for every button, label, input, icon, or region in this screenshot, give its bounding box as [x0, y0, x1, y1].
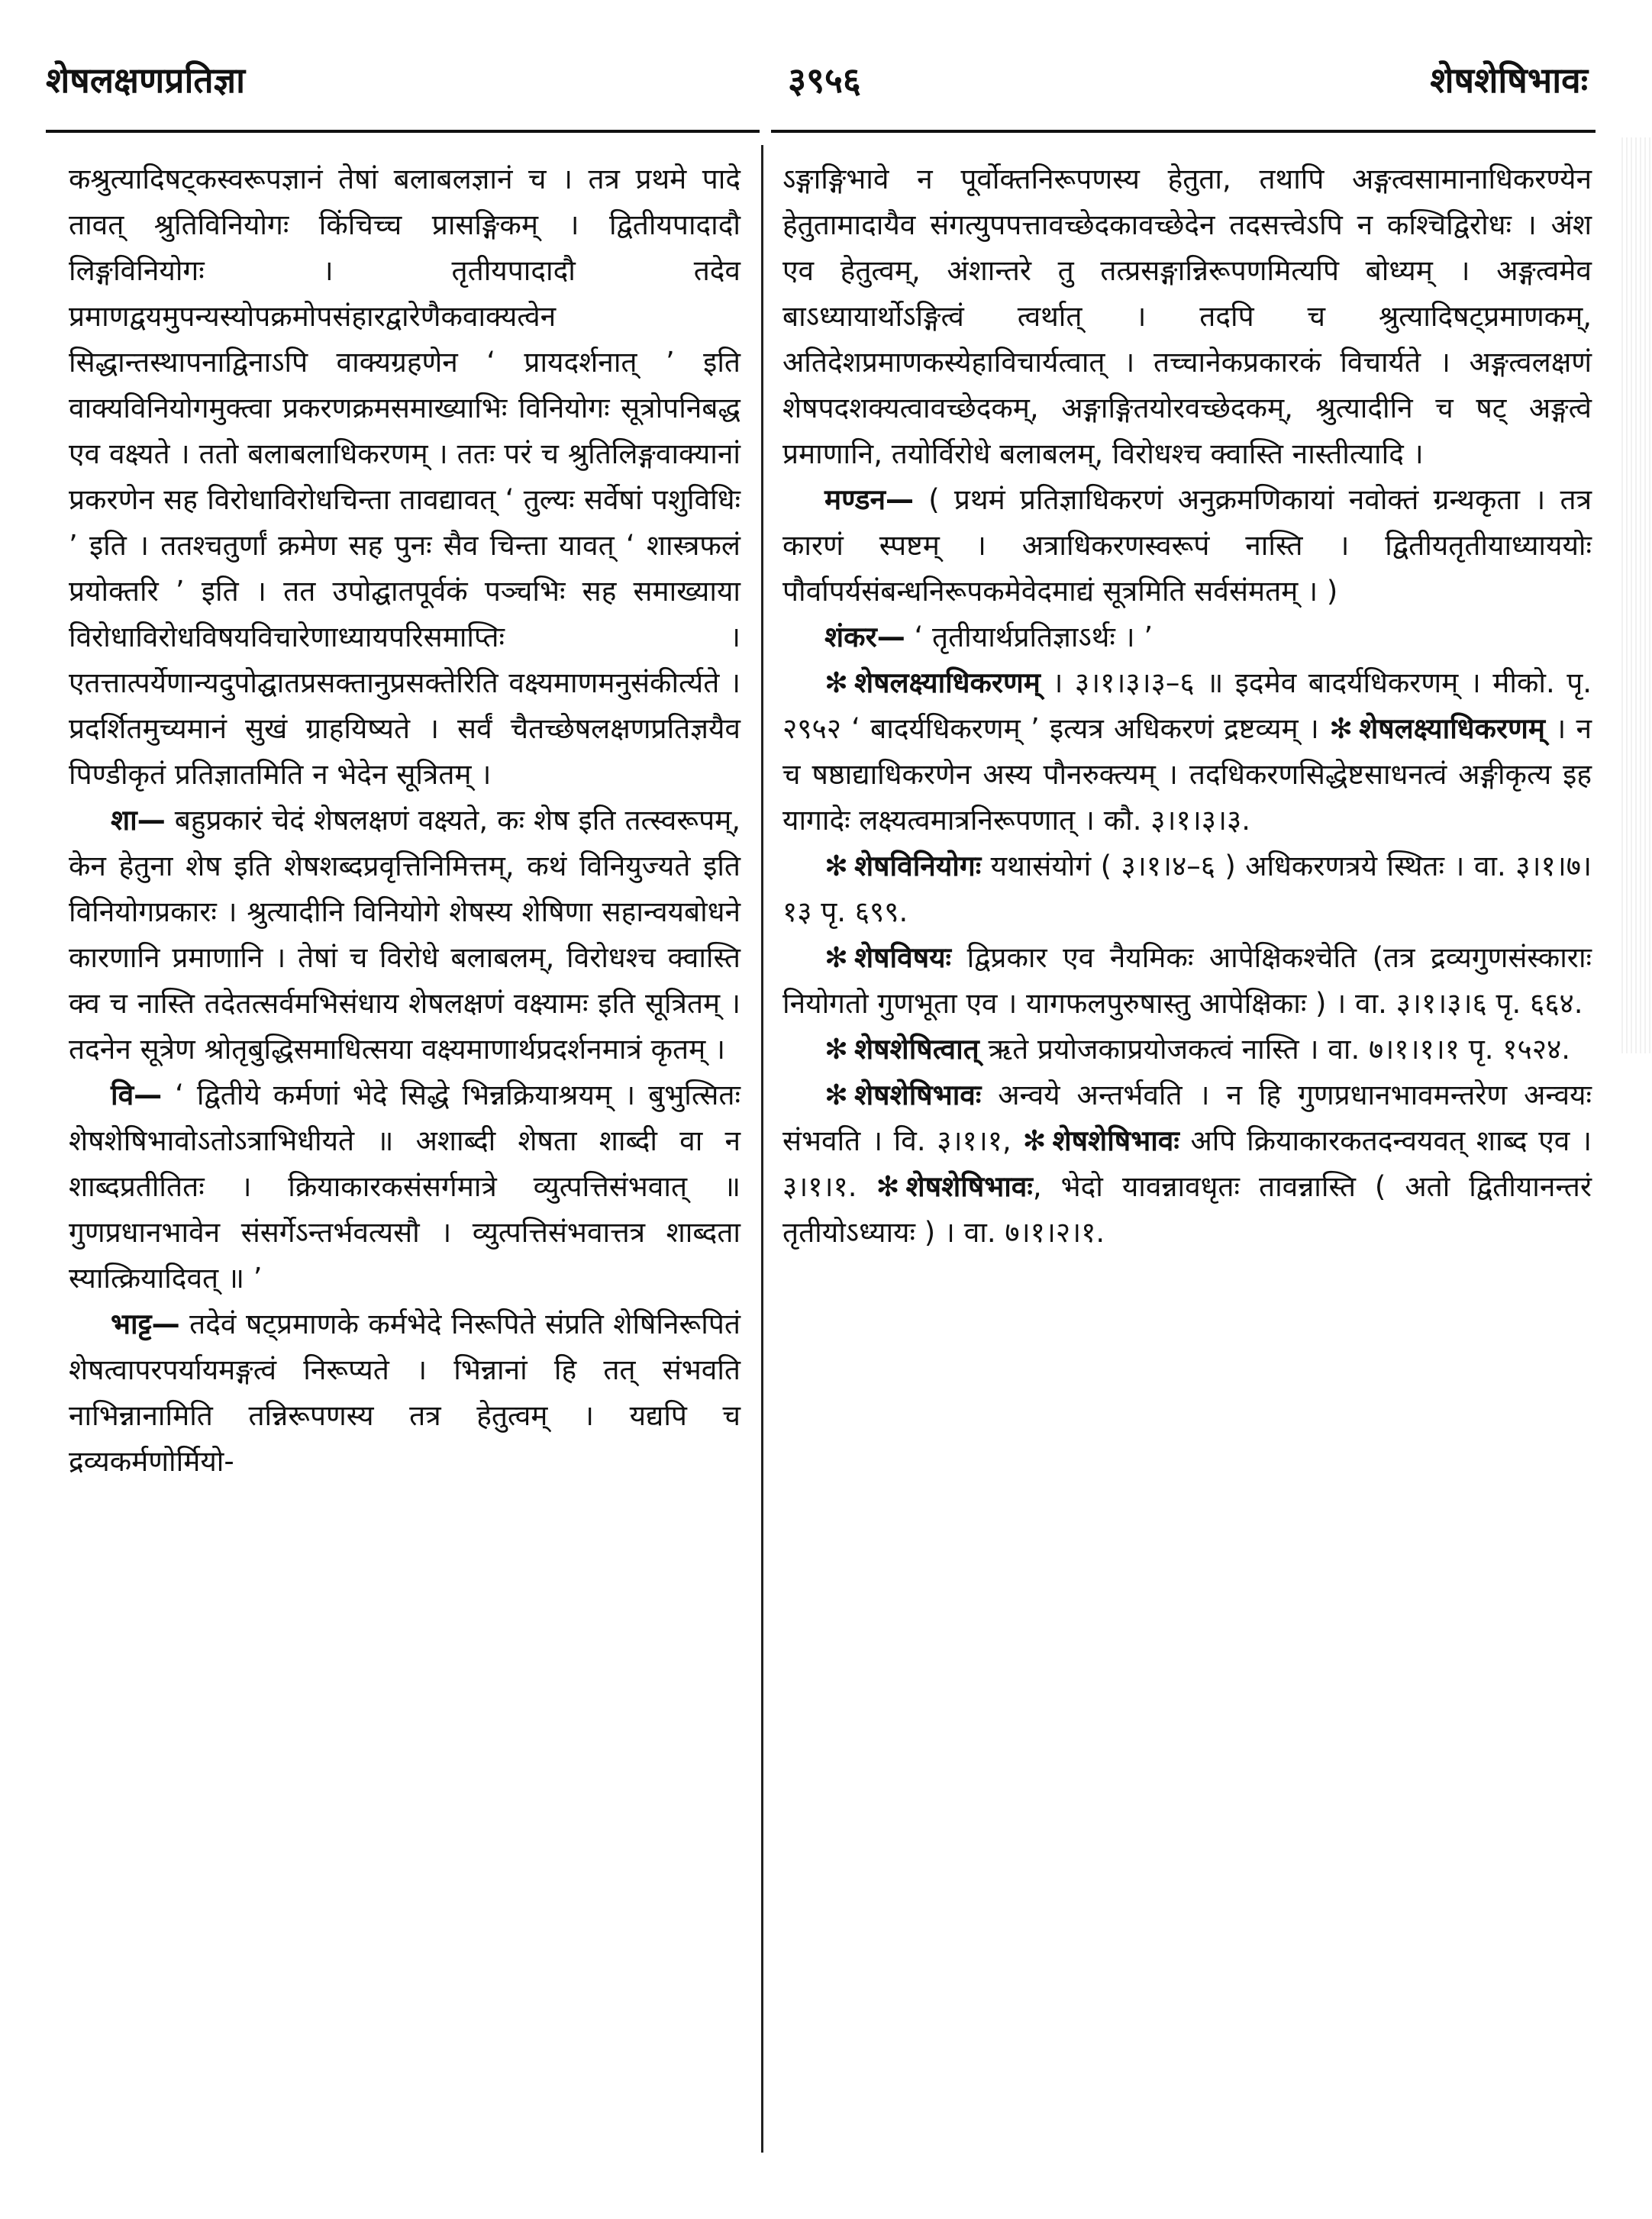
mandana-paragraph: [782, 477, 1592, 614]
note-text: , भेदो यावन्नावधृतः तावन्नास्ति ( अतो द्वितीयानन्तरं तृतीयोऽध्यायः ) । वा. ७।१।२।१.: [782, 1170, 1592, 1249]
sha-paragraph: [69, 798, 740, 1072]
star-marker-icon: ✻: [1022, 1124, 1047, 1157]
page-number: ३९५६: [788, 60, 861, 101]
note-text: । ३।१।३।३–६ ॥ इदमेव बादर्यधिकरणम् । मीको. पृ. २९५२ ‘ बादर्यधिकरणम् ’ इत्यत्र अधिकरणं द्रष्टव्यम् ।: [782, 666, 1592, 745]
header-rule-left: [46, 130, 760, 133]
bhatta-text: तदेवं षट्प्रमाणके कर्मभेदे निरूपिते संप्रति शेषिनिरूपितं शेषत्वापरपर्यायमङ्गत्वं निरूप्यते । भिन्नानां हि तत् संभवति नाभिन्नानामिति तन्निरूपणस्य तत्र हेतुत्वम् । यद्यपि च द्रव्यकर्मणोर्मियो-: [69, 1308, 740, 1478]
star-marker-icon: ✻: [824, 1033, 849, 1066]
speaker-label-shankara: शंकर—: [824, 621, 905, 653]
note-title: शेषविषयः: [854, 941, 952, 974]
column-divider: [761, 145, 763, 2153]
speaker-label-sha: शा—: [111, 804, 166, 837]
vi-paragraph: [69, 1072, 740, 1301]
note-text: ऋते प्रयोजकाप्रयोजकत्वं नास्ति । वा. ७।१।१।१ पृ. १५२४.: [979, 1033, 1571, 1066]
note-sheshavishaya: [782, 935, 1592, 1027]
note-title: शेषशेषिभावः: [905, 1170, 1033, 1203]
star-marker-icon: ✻: [876, 1170, 900, 1203]
note-text: अन्वये अन्तर्भवति । न हि गुणप्रधानभावमन्तरेण अन्वयः संभवति । वि. ३।१।१,: [782, 1079, 1592, 1157]
note-sheshalakshya: [782, 660, 1592, 843]
note-text: अपि क्रियाकारकतदन्वयवत् शाब्द एव । ३।१।१.: [782, 1124, 1592, 1203]
note-text: । न च षष्ठाद्याधिकरणेन अस्य पौनरुक्त्यम् । तदधिकरणसिद्धेष्टसाधनत्वं अङ्गीकृत्य इह यागादेः लक्ष्यत्वमात्रनिरूपणात् । कौ. ३।१।३।३.: [782, 712, 1592, 837]
star-marker-icon: ✻: [1329, 712, 1354, 745]
star-marker-icon: ✻: [824, 850, 849, 882]
note-title: शेषलक्ष्याधिकरणम्: [1359, 712, 1545, 745]
star-marker-icon: ✻: [824, 941, 849, 974]
speaker-label-mandana: मण्डन—: [824, 483, 915, 516]
note-title: शेषविनियोगः: [854, 850, 982, 882]
page-header: [46, 53, 1596, 122]
note-text: द्विप्रकार एव नैयमिकः आपेक्षिकश्चेति (तत्र द्रव्यगुणसंस्काराः नियोगतो गुणभूता एव । यागफलपुरुषास्तु आपेक्षिकाः ) । वा. ३।१।३।६ पृ. ६६४.: [782, 941, 1592, 1020]
running-title-right: शेषशेषिभावः: [1430, 60, 1588, 101]
speaker-label-vi: वि—: [111, 1079, 163, 1111]
sha-text: बहुप्रकारं चेदं शेषलक्षणं वक्ष्यते, कः शेष इति तत्स्वरूपम्, केन हेतुना शेष इति शेषशब्दप्रवृत्तिनिमित्तम्, कथं विनियुज्यते इति विनियोगप्रकारः । श्रुत्यादीनि विनियोगे शेषस्य शेषिणा सहान्वयबोधने कारणानि प्रमाणानि । तेषां च विरोधे बलाबलम्, विरोधश्च क्वास्ति क्व च नास्ति तदेतत्सर्वमभिसंधाय शेषलक्षणं वक्ष्यामः इति सूत्रितम् । तदनेन सूत्रेण श्रोतृबुद्धिसमाधित्सया वक्ष्यमाणार्थप्रदर्शनमात्रं कृतम् ।: [69, 804, 740, 1066]
note-title: शेषशेषिभावः: [1052, 1124, 1179, 1157]
star-marker-icon: ✻: [824, 666, 849, 699]
note-text: यथासंयोगं ( ३।१।४–६ ) अधिकरणत्रये स्थितः । वा. ३।१।७।१३ पृ. ६९९.: [782, 850, 1592, 928]
shankara-text: ‘ तृतीयार्थप्रतिज्ञाऽर्थः । ’: [905, 621, 1153, 653]
note-title: शेषशेषिभावः: [854, 1079, 982, 1111]
note-sheshaviniyoga: [782, 843, 1592, 935]
mandana-text: ( प्रथमं प्रतिज्ञाधिकरणं अनुक्रमणिकायां नवोक्तं ग्रन्थकृता । तत्र कारणं स्पष्टम् । अत्राधिकरणस्वरूपं नास्ति । द्वितीयतृतीयाध्याययोः पौर्वापर्यसंबन्धनिरूपकमेवेदमाद्यं सूत्रमिति सर्वसंमतम् । ): [782, 483, 1592, 608]
continuation-paragraph: ऽङ्गाङ्गिभावे न पूर्वोक्तनिरूपणस्य हेतुता, तथापि अङ्गत्वसामानाधिकरण्येन हेतुतामादायैव संगत्युपपत्तावच्छेदकावच्छेदेन तदसत्त्वेऽपि न कश्चिद्विरोधः । अंश एव हेतुत्वम्, अंशान्तरे तु तत्प्रसङ्गान्निरूपणमित्यपि बोध्यम् । अङ्गत्वमेव बाऽध्यायार्थोऽङ्गित्वं त्वर्थात् । तदपि च श्रुत्यादिषट्प्रमाणकम्, अतिदेशप्रमाणकस्येहाविचार्यत्वात् । तच्चानेकप्रकारकं विचार्यते । अङ्गत्वलक्षणं शेषपदशक्यत्वावच्छेदकम्, अङ्गाङ्गितयोरवच्छेदकम्, श्रुत्यादीनि च षट् अङ्गत्वे प्रमाणानि, तयोर्विरोधे बलाबलम्, विरोधश्च क्वास्ति नास्तीत्यादि ।: [782, 163, 1592, 470]
note-title: शेषलक्ष्याधिकरणम्: [854, 666, 1041, 699]
note-sheshashesibhava: [782, 1072, 1592, 1256]
intro-paragraph: कश्रुत्यादिषट्कस्वरूपज्ञानं तेषां बलाबलज्ञानं च । तत्र प्रथमे पादे तावत् श्रुतिविनियोगः किंचिच्च प्रासङ्गिकम् । द्वितीयपादादौ लिङ्गविनियोगः । तृतीयपादादौ तदेव प्रमाणद्वयमुपन्यस्योपक्रमोपसंहारद्वारेणैकवाक्यत्वेन सिद्धान्तस्थापनाद्विनाऽपि वाक्यग्रहणेन ‘ प्रायदर्शनात् ’ इति वाक्यविनियोगमुक्त्वा प्रकरणक्रमसमाख्याभिः विनियोगः सूत्रोपनिबद्ध एव वक्ष्यते । ततो बलाबलाधिकरणम् । ततः परं च श्रुतिलिङ्गवाक्यानां प्रकरणेन सह विरोधाविरोधचिन्ता तावद्यावत् ‘ तुल्यः सर्वेषां पशुविधिः ’ इति । ततश्चतुर्णां क्रमेण सह पुनः सैव चिन्ता यावत् ‘ शास्त्रफलं प्रयोक्तरि ’ इति । तत उपोद्घातपूर्वकं पञ्चभिः सह समाख्याया विरोधाविरोधविषयविचारेणाध्यायपरिसमाप्तिः । एतत्तात्पर्येणान्यदुपोद्घातप्रसक्तानुप्रसक्तेरिति वक्ष्यमाणमनुसंकीर्त्यते । प्रदर्शितमुच्यमानं सुखं ग्राहयिष्यते । सर्वं चैतच्छेषलक्षणप्रतिज्ञयैव पिण्डीकृतं प्रतिज्ञातमिति न भेदेन सूत्रितम् ।: [69, 163, 740, 791]
right-column: [782, 156, 1592, 1256]
vi-text: ‘ द्वितीये कर्मणां भेदे सिद्धे भिन्नक्रियाश्रयम् । बुभुत्सितः शेषशेषिभावोऽतोऽत्राभिधीयते ॥ अशाब्दी शेषता शाब्दी वा न शाब्दप्रतीतितः । क्रियाकारकसंसर्गमात्रे व्युत्पत्तिसंभवात् ॥ गुणप्रधानभावेन संसर्गेऽन्तर्भवत्यसौ । व्युत्पत्तिसंभवात्तत्र शाब्दता स्यात्क्रियादिवत् ॥ ’: [69, 1079, 740, 1295]
speaker-label-bhatta: भाट्ट—: [111, 1308, 180, 1340]
bhatta-paragraph: [69, 1301, 740, 1485]
page-edge-texture: [1621, 137, 1652, 1053]
note-sheshashesitva: [782, 1027, 1592, 1072]
shankara-paragraph: [782, 614, 1592, 660]
star-marker-icon: ✻: [824, 1079, 849, 1111]
running-title-left: शेषलक्षणप्रतिज्ञा: [46, 60, 246, 101]
header-rule-right: [771, 130, 1596, 133]
left-column: [69, 156, 740, 1485]
note-title: शेषशेषित्वात्: [854, 1033, 979, 1066]
